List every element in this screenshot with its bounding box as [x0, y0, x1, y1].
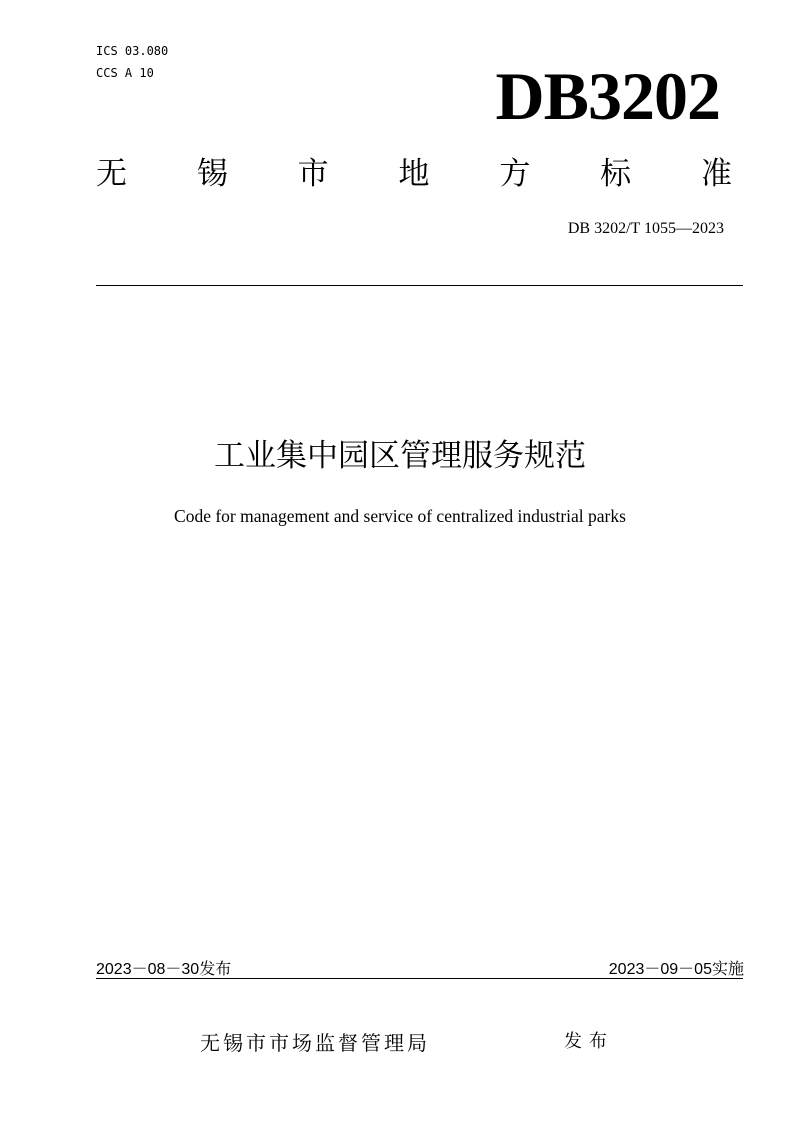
- issue-date: 2023－08－30: [96, 961, 200, 978]
- implement-label: 实施: [711, 959, 744, 978]
- standard-number: DB 3202/T 1055—2023: [567, 220, 724, 237]
- standard-kind-char: 准: [700, 156, 732, 192]
- implement-date: 2023－09－05: [608, 961, 712, 978]
- standard-kind: [96, 154, 732, 194]
- standard-logo: DB3202: [495, 58, 720, 134]
- ccs-code: CCS A 10: [96, 66, 154, 80]
- document-title-zh: 工业集中园区管理服务规范: [214, 438, 586, 474]
- issue-label: 发布: [199, 959, 232, 978]
- standard-kind-char: 锡: [196, 156, 228, 192]
- standard-kind-char: 方: [499, 156, 531, 192]
- document-title-en: Code for management and service of centralized industrial parks: [174, 506, 626, 526]
- classification-codes: [96, 40, 168, 84]
- standard-kind-char: 地: [398, 156, 430, 192]
- date-divider: [96, 978, 743, 979]
- header-divider: [96, 285, 743, 286]
- issue-word: 发布: [564, 1031, 614, 1052]
- ics-code: ICS 03.080: [96, 44, 169, 58]
- issuing-authority: 无锡市市场监督管理局: [200, 1031, 430, 1055]
- standard-kind-char: 无: [96, 156, 127, 192]
- standard-kind-char: 市: [297, 156, 329, 192]
- standard-kind-char: 标: [600, 156, 632, 192]
